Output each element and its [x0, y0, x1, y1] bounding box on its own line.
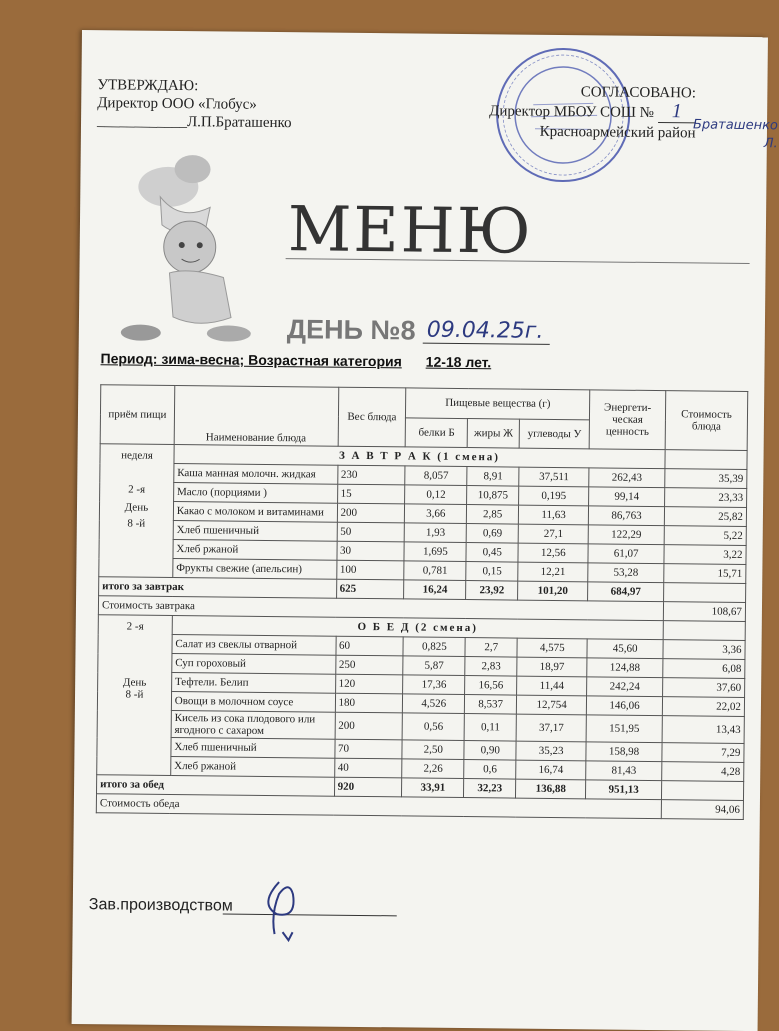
dish-protein: 17,36 [403, 675, 465, 695]
dish-carbs: 12,21 [518, 562, 588, 582]
dish-fat: 8,537 [465, 695, 517, 715]
day-number: ДЕНЬ №8 [286, 314, 416, 346]
cost-value: 94,06 [661, 800, 743, 820]
dish-protein: 0,12 [405, 485, 467, 505]
dish-protein: 8,057 [405, 466, 467, 486]
dish-energy: 45,60 [587, 639, 663, 659]
cost-value: 108,67 [663, 602, 745, 622]
dish-weight: 100 [336, 560, 404, 580]
dish-weight: 120 [335, 674, 403, 694]
dish-protein: 5,87 [403, 656, 465, 676]
dish-weight: 50 [337, 522, 405, 542]
dish-protein: 3,66 [405, 504, 467, 524]
total-weight: 625 [336, 579, 404, 599]
dish-name: Фрукты свежие (апельсин) [173, 558, 337, 579]
agreed-role-line [489, 100, 696, 122]
dish-protein: 2,26 [402, 759, 464, 779]
menu-document [72, 30, 778, 1031]
dish-fat: 0,45 [466, 543, 518, 563]
total-energy: 684,97 [588, 582, 664, 602]
dish-weight: 200 [337, 503, 405, 523]
empty-cell [664, 583, 746, 603]
dish-energy: 242,24 [587, 677, 663, 697]
dish-protein: 2,50 [402, 740, 464, 760]
dish-energy: 99,14 [589, 487, 665, 507]
breakfast-section-title: З А В Т Р А К (1 смена) [174, 444, 665, 468]
signature-label: Зав.производством [88, 896, 233, 915]
agreed-school-number: 1 [658, 100, 696, 123]
total-carbs: 136,88 [516, 779, 586, 799]
dish-cost: 15,71 [664, 564, 746, 584]
header-weight: Вес блюда [338, 387, 406, 447]
dish-carbs: 4,575 [517, 638, 587, 658]
approve-name: ____________Л.П.Браташенко [96, 113, 292, 132]
dish-name: Овощи в молочном соусе [171, 691, 335, 712]
dish-weight: 40 [334, 758, 402, 778]
breakfast-section [98, 444, 747, 622]
period-line [100, 350, 491, 370]
dish-energy: 122,29 [588, 525, 664, 545]
dish-energy: 53,28 [588, 563, 664, 583]
header-protein: белки Б [406, 417, 468, 447]
dish-fat: 8,91 [467, 467, 519, 487]
dish-protein: 1,695 [404, 542, 466, 562]
lunch-side-num: 8 -й [125, 688, 144, 701]
total-protein: 33,91 [402, 778, 464, 798]
table-header-row [100, 385, 747, 421]
dish-name: Суп гороховый [172, 653, 336, 674]
dish-name: Хлеб пшеничный [171, 737, 335, 758]
lunch-side-cell [97, 615, 173, 776]
dish-protein: 1,93 [405, 523, 467, 543]
dish-energy: 146,06 [586, 696, 662, 716]
dish-energy: 124,88 [587, 658, 663, 678]
dish-cost: 7,29 [662, 743, 744, 763]
handwritten-signature-icon [248, 874, 319, 945]
dish-weight: 200 [335, 712, 403, 740]
dish-fat: 2,85 [467, 505, 519, 525]
dish-fat: 2,83 [465, 657, 517, 677]
agreed-role: Директор МБОУ СОШ № [489, 103, 655, 121]
menu-table [96, 384, 748, 820]
dish-fat: 0,11 [464, 714, 516, 742]
day-date: 09.04.25г. [423, 318, 550, 345]
total-label: итого за обед [97, 775, 335, 796]
header-cost: Стоимость блюда [665, 391, 748, 451]
dish-weight: 30 [336, 541, 404, 561]
agreed-block [489, 82, 778, 152]
dish-carbs: 37,511 [519, 467, 589, 487]
dish-cost: 22,02 [662, 697, 744, 717]
chef-illustration-icon [119, 146, 281, 348]
agreed-region: Красноармейский район [539, 123, 696, 142]
approval-block [97, 76, 292, 132]
dish-cost: 35,39 [665, 469, 747, 489]
dish-protein: 0,56 [402, 713, 464, 741]
dish-weight: 15 [337, 484, 405, 504]
dish-weight: 250 [335, 655, 403, 675]
dish-name: Масло (порциями ) [173, 482, 337, 503]
dish-carbs: 12,754 [517, 695, 587, 715]
lunch-section [96, 615, 745, 820]
empty-cell [662, 781, 744, 801]
dish-name: Кисель из сока плодового или ягодного с сахаром [171, 710, 335, 739]
dish-cost: 37,60 [663, 678, 745, 698]
breakfast-side-label: 2 -я [128, 483, 146, 496]
dish-protein: 0,781 [404, 561, 466, 581]
total-protein: 16,24 [404, 580, 466, 600]
dish-cost: 5,22 [664, 526, 746, 546]
header-fat: жиры Ж [467, 418, 519, 448]
dish-fat: 0,6 [464, 760, 516, 780]
header-carbs: углеводы У [519, 419, 589, 449]
dish-cost: 4,28 [662, 762, 744, 782]
dish-carbs: 27,1 [518, 524, 588, 544]
dish-fat: 2,7 [465, 638, 517, 658]
dish-carbs: 11,63 [519, 505, 589, 525]
dish-carbs: 11,44 [517, 676, 587, 696]
dish-name: Хлеб пшеничный [173, 520, 337, 541]
total-carbs: 101,20 [518, 581, 588, 601]
dish-cost: 3,36 [663, 640, 745, 660]
dish-name: Какао с молоком и витаминами [173, 501, 337, 522]
dish-name: Каша манная молочн. жидкая [174, 463, 338, 484]
dish-fat: 0,15 [466, 562, 518, 582]
dish-fat: 0,69 [466, 524, 518, 544]
lunch-section-title: О Б Е Д (2 смена) [172, 615, 663, 639]
dish-energy: 61,07 [588, 544, 664, 564]
dish-protein: 0,825 [403, 637, 465, 657]
empty-cell [665, 450, 747, 470]
dish-carbs: 18,97 [517, 657, 587, 677]
breakfast-side-label: неделя [121, 449, 153, 462]
dish-name: Хлеб ржаной [171, 756, 335, 777]
dish-energy: 158,98 [586, 742, 662, 762]
agreed-signature: Браташенко Л. [692, 117, 778, 152]
dish-name: Салат из свеклы отварной [172, 634, 336, 655]
lunch-side-week: 2 -я [126, 620, 144, 633]
total-energy: 951,13 [586, 780, 662, 800]
dish-weight: 60 [335, 636, 403, 656]
cost-label: Стоимость завтрака [98, 596, 663, 621]
dish-fat: 0,90 [464, 741, 516, 761]
dish-cost: 13,43 [662, 716, 744, 744]
breakfast-side-label: День [124, 501, 149, 514]
dish-weight: 230 [337, 465, 405, 485]
approve-title: УТВЕРЖДАЮ: [97, 77, 199, 95]
header-meal: приём пищи [100, 385, 174, 445]
dish-energy: 86,763 [588, 506, 664, 526]
header-energy: Энергети- ческая ценность [589, 390, 666, 450]
agreed-title: СОГЛАСОВАНО: [580, 84, 697, 102]
age-category: 12-18 лет. [425, 353, 492, 371]
dish-name: Хлеб ржаной [173, 539, 337, 560]
header-nutrients: Пищевые вещества (г) [406, 388, 590, 419]
dish-energy: 151,95 [586, 715, 662, 743]
breakfast-side-label: 8 -й [127, 517, 146, 530]
approve-role: Директор ООО «Глобус» [97, 95, 257, 113]
dish-carbs: 0,195 [519, 486, 589, 506]
dish-cost: 3,22 [664, 545, 746, 565]
cost-label: Стоимость обеда [96, 794, 661, 819]
empty-cell [663, 621, 745, 641]
breakfast-side-cell [99, 444, 174, 578]
dish-energy: 81,43 [586, 761, 662, 781]
dish-carbs: 35,23 [516, 741, 586, 761]
dish-weight: 70 [334, 739, 402, 759]
dish-cost: 23,33 [665, 488, 747, 508]
page-title: МЕНЮ [287, 192, 534, 268]
dish-fat: 16,56 [465, 676, 517, 696]
dish-fat: 10,875 [467, 486, 519, 506]
total-fat: 32,23 [464, 779, 516, 799]
total-label: итого за завтрак [99, 577, 337, 598]
total-fat: 23,92 [466, 581, 518, 601]
dish-cost: 6,08 [663, 659, 745, 679]
dish-protein: 4,526 [403, 694, 465, 714]
dish-weight: 180 [335, 693, 403, 713]
header-name: Наименование блюда [174, 385, 338, 446]
dish-carbs: 37,17 [516, 714, 586, 742]
dish-name: Тефтели. Белип [171, 672, 335, 693]
dish-energy: 262,43 [589, 468, 665, 488]
dish-cost: 25,82 [664, 507, 746, 527]
dish-carbs: 16,74 [516, 760, 586, 780]
period-label: Период: зима-весна; Возрастная категория [100, 350, 402, 370]
total-weight: 920 [334, 777, 402, 797]
dish-carbs: 12,56 [518, 543, 588, 563]
lunch-side-day: День [122, 676, 147, 689]
